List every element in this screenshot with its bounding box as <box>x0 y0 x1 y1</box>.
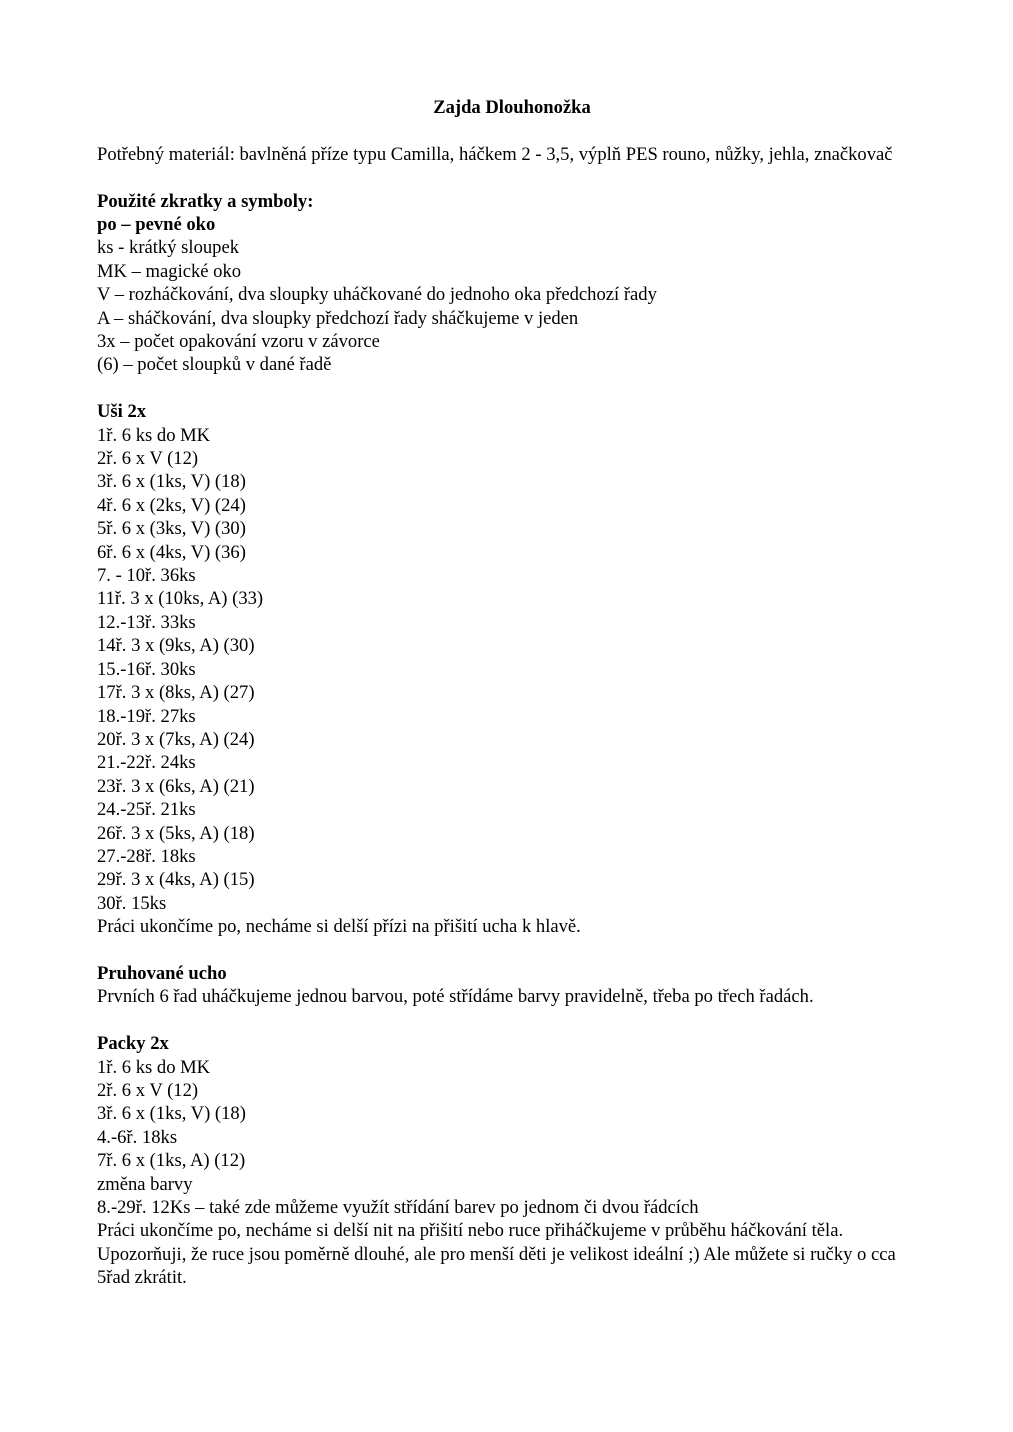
ears-row: 29ř. 3 x (4ks, A) (15) <box>97 869 255 891</box>
document-title: Zajda Dlouhonožka <box>433 97 591 118</box>
paws-row: Práci ukončíme po, necháme si delší nit na přišití nebo ruce přiháčkujeme v průběhu háčkování těla. <box>97 1220 844 1242</box>
ears-row: Práci ukončíme po, necháme si delší přízi na přišití ucha k hlavě. <box>97 916 581 938</box>
abbreviation-item: 3x – počet opakování vzoru v závorce <box>97 331 380 353</box>
spacer <box>97 377 927 400</box>
paws-heading: Packy 2x <box>97 1033 169 1055</box>
ears-row: 20ř. 3 x (7ks, A) (24) <box>97 728 255 750</box>
abbreviation-item: MK – magické oko <box>97 260 242 282</box>
ears-row: 27.-28ř. 18ks <box>97 845 196 867</box>
paws-row: 7ř. 6 x (1ks, A) (12) <box>97 1150 246 1172</box>
ears-row: 21.-22ř. 24ks <box>97 752 196 774</box>
spacer <box>97 939 927 962</box>
ears-row: 18.-19ř. 27ks <box>97 705 196 727</box>
paws-row: 2ř. 6 x V (12) <box>97 1079 199 1101</box>
ears-row: 2ř. 6 x V (12) <box>97 448 199 470</box>
ears-row: 26ř. 3 x (5ks, A) (18) <box>97 822 255 844</box>
ears-row: 23ř. 3 x (6ks, A) (21) <box>97 775 255 797</box>
ears-row: 5ř. 6 x (3ks, V) (30) <box>97 518 246 540</box>
ears-row: 6ř. 6 x (4ks, V) (36) <box>97 541 246 563</box>
ears-row: 11ř. 3 x (10ks, A) (33) <box>97 588 264 610</box>
abbreviations-heading: Použité zkratky a symboly: <box>97 190 314 212</box>
ears-row: 14ř. 3 x (9ks, A) (30) <box>97 635 255 657</box>
ears-row: 7. - 10ř. 36ks <box>97 565 196 587</box>
ears-row: 12.-13ř. 33ks <box>97 611 196 633</box>
ears-heading: Uši 2x <box>97 401 147 423</box>
striped-ear-heading: Pruhované ucho <box>97 962 227 984</box>
paws-note: Upozorňuji, že ruce jsou poměrně dlouhé, ale pro menší děti je velikost ideální ;) Ale můžete si ručky o cca 5řad zkrátit. <box>97 1243 896 1289</box>
striped-ear-text: Prvních 6 řad uháčkujeme jednou barvou, poté střídáme barvy pravidelně, třeba po třech řadách. <box>97 986 814 1008</box>
ears-row: 24.-25ř. 21ks <box>97 799 196 821</box>
ears-row: 3ř. 6 x (1ks, V) (18) <box>97 471 246 493</box>
spacer <box>97 119 927 142</box>
spacer <box>97 166 927 189</box>
paws-row: 8.-29ř. 12Ks – také zde můžeme využít střídání barev po jednom či dvou řádcích <box>97 1197 699 1219</box>
ears-row: 17ř. 3 x (8ks, A) (27) <box>97 682 255 704</box>
abbreviation-item: po – pevné oko <box>97 214 216 235</box>
ears-row: 1ř. 6 ks do MK <box>97 424 211 446</box>
ears-row: 4ř. 6 x (2ks, V) (24) <box>97 494 246 516</box>
materials-paragraph: Potřebný materiál: bavlněná příze typu Camilla, háčkem 2 - 3,5, výplň PES rouno, nůžky, jehla, značkovač <box>97 143 893 165</box>
ears-row: 15.-16ř. 30ks <box>97 658 196 680</box>
abbreviation-item: (6) – počet sloupků v dané řadě <box>97 354 332 376</box>
ears-row: 30ř. 15ks <box>97 892 167 914</box>
paws-row: změna barvy <box>97 1173 193 1195</box>
paws-row: 3ř. 6 x (1ks, V) (18) <box>97 1103 246 1125</box>
document-page <box>97 96 927 1290</box>
paws-row: 4.-6ř. 18ks <box>97 1126 178 1148</box>
abbreviation-item: ks - krátký sloupek <box>97 237 240 259</box>
paws-row: 1ř. 6 ks do MK <box>97 1056 211 1078</box>
abbreviation-item: V – rozháčkování, dva sloupky uháčkované do jednoho oka předchozí řady <box>97 284 657 306</box>
abbreviation-item: A – sháčkování, dva sloupky předchozí řady sháčkujeme v jeden <box>97 307 579 329</box>
spacer <box>97 1009 927 1032</box>
